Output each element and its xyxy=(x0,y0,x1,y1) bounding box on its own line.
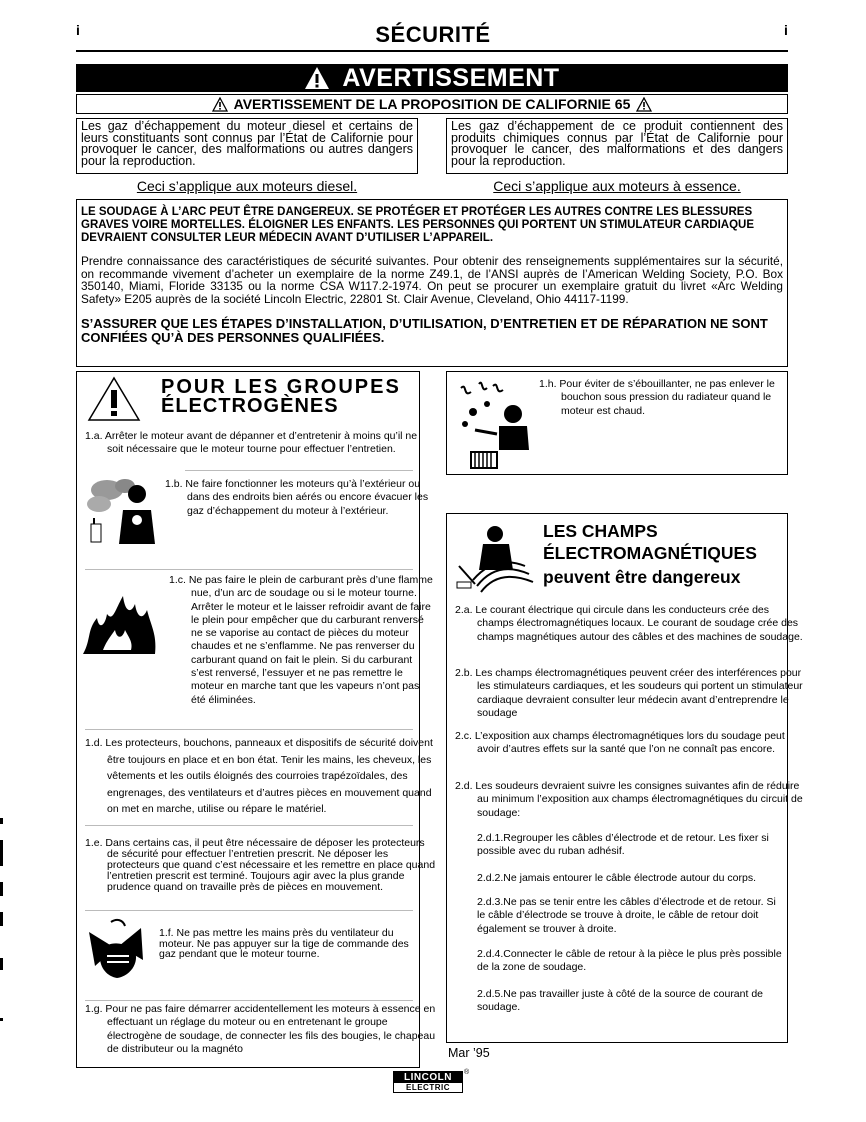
california-gasoline-text: Les gaz d’échappement de ce produit contiennent des produits chimiques connus par l’État de Californie pour provoquer le cancer, des malformations et des dangers pour la reproduction. xyxy=(451,119,783,168)
registered-mark: ® xyxy=(464,1069,470,1076)
page-title: SÉCURITÉ xyxy=(375,22,491,47)
margin-mark xyxy=(0,840,3,866)
item-1f: 1.f. Ne pas mettre les mains près du ventilateur du moteur. Ne pas appuyer sur la tige de commande des gaz pendant que le moteur tourne. xyxy=(159,927,409,960)
revision-date: Mar ’95 xyxy=(448,1046,490,1060)
item-2d2: 2.d.2.Ne jamais entourer le câble électrode autour du corps. xyxy=(477,872,756,884)
warning-banner xyxy=(76,64,788,92)
separator xyxy=(85,1000,413,1001)
warning-banner-text: AVERTISSEMENT xyxy=(342,63,560,92)
separator xyxy=(85,825,413,826)
danger-body-text: Prendre connaissance des caractéristiques de sécurité suivantes. Pour obtenir des renseignements supplémentaires sur la sécurité, on recommande vivement d’acheter un exemplaire de la norme Z49.1, de l’ANSI auprès de l’American Welding Society, P.O. Box 350140, Miami, Floride 33135 ou la norme CSA W117.2-1974. On peut se procurer un exemplaire gratuit du livret «Arc Welding Safety» E205 auprès de la société Lincoln Electric, 22801 St. Clair Avenue, Cleveland, Ohio 44117-1199. xyxy=(81,254,783,306)
diesel-applies-note: Ceci s’applique aux moteurs diesel. xyxy=(136,178,358,194)
emf-title-line1: LES CHAMPS xyxy=(543,521,658,541)
item-1a: 1.a. Arrêter le moteur avant de dépanner et d’entretenir à moins qu’il ne soit nécessaire que le moteur tourne pour effectuer l’entretien. xyxy=(85,430,418,456)
danger-caps-text: LE SOUDAGE À L’ARC PEUT ÊTRE DANGEREUX. SE PROTÉGER ET PROTÉGER LES AUTRES CONTRE LES BLESSURES GRAVES VOIRE MORTELLES. ÉLOIGNER LES ENFANTS. LES PERSONNES QUI PORTENT UN STIMULATEUR CARDIAQUE DEVRAIENT CONSULTER LEUR MÉDECIN AVANT D’UTILISER L’APPAREIL. xyxy=(81,206,755,244)
california-banner-text: AVERTISSEMENT DE LA PROPOSITION DE CALIFORNIE 65 xyxy=(233,96,631,112)
lincoln-electric-logo xyxy=(393,1071,463,1093)
page-mark-right: i xyxy=(784,22,788,38)
logo-top-text: LINCOLN xyxy=(394,1072,462,1083)
item-1b: 1.b. Ne faire fonctionner les moteurs qu’à l’extérieur ou dans des endroits bien aérés ou encore évacuer les gaz d’échappement du moteur à l’extérieur. xyxy=(165,478,429,517)
margin-mark xyxy=(0,912,3,926)
logo-bottom-text: ELECTRIC xyxy=(406,1083,450,1092)
emf-title-line3: peuvent être dangereux xyxy=(543,567,741,587)
generators-title-line2: ÉLECTROGÈNES xyxy=(161,395,339,417)
item-2d4: 2.d.4.Connecter le câble de retour à la pièce le plus près possible de la zone de soudage. xyxy=(477,948,782,974)
caution-triangle-icon xyxy=(87,376,141,422)
warning-triangle-icon xyxy=(304,66,330,90)
warning-triangle-icon xyxy=(636,97,652,112)
separator xyxy=(85,569,413,570)
item-2a: 2.a. Le courant électrique qui circule dans les conducteurs crée des champs électromagnétiques locaux. Le courant de soudage crée des champs magnétiques autour des câbles et des machines de soudage. xyxy=(455,604,803,643)
item-1g: 1.g. Pour ne pas faire démarrer accidentellement les moteurs à essence en effectuant un réglage du moteur ou en entretenant le groupe électrogène de soudage, de connecter les fils des bougies, le chapeau de distributeur ou la magnéto xyxy=(85,1003,436,1055)
california-diesel-box xyxy=(76,118,418,174)
header-rule xyxy=(76,50,788,52)
item-2d: 2.d. Les soudeurs devraient suivre les consignes suivantes afin de réduire au minimum l’exposition aux champs électromagnétiques du circuit de soudage: xyxy=(455,780,803,819)
separator xyxy=(85,729,413,730)
item-1e: 1.e. Dans certains cas, il peut être nécessaire de déposer les protecteurs de sécurité pour effectuer l’entretien prescrit. Ne déposer les protecteurs que quand c’est nécessaire et les remettre en place quand l’entretien prescrit est terminé. Toujours agir avec la plus grande prudence quand on travaille près de pièces en mouvement. xyxy=(85,837,436,893)
separator xyxy=(85,910,413,911)
margin-mark xyxy=(0,1018,3,1021)
item-2b: 2.b. Les champs électromagnétiques peuvent créer des interférences pour les stimulateurs cardiaques, et les soudeurs qui portent un stimulateur cardiaque devraient consulter leur médecin avant d’entreprendre le soudage xyxy=(455,667,803,719)
warning-triangle-icon xyxy=(212,97,228,112)
hand-fan-hazard-icon xyxy=(81,916,155,982)
page-mark-left: i xyxy=(76,22,80,38)
item-2c: 2.c. L’exposition aux champs électromagnétiques lors du soudage peut avoir d’autres effets sur la santé que l’on ne connaît pas encore. xyxy=(455,730,785,756)
item-1d: 1.d. Les protecteurs, bouchons, panneaux et dispositifs de sécurité doivent être toujours en place et en bon état. Tenir les mains, les cheveux, les vêtements et les outils éloignés des courroies trapézoïdales, des engrenages, des ventilateurs et d’autres pièces en mouvement quand on met en marche, utilise ou répare le matériel. xyxy=(85,737,433,815)
california-diesel-text: Les gaz d’échappement du moteur diesel et certains de leurs constituants sont connus par l’État de Californie pour provoquer le cancer, des malformations ou autres dangers pour la reproduction. xyxy=(81,119,413,168)
fire-flame-icon xyxy=(81,590,161,656)
exhaust-fumes-icon xyxy=(85,476,165,552)
margin-mark xyxy=(0,958,3,970)
item-2d3: 2.d.3.Ne pas se tenir entre les câbles d’électrode et de retour. Si le câble d’électrode se trouve à droite, le câble de retour doit également se trouver à droite. xyxy=(477,896,776,935)
welder-emf-icon xyxy=(455,520,535,596)
gasoline-applies-note: Ceci s’applique aux moteurs à essence. xyxy=(493,178,741,194)
item-1c: 1.c. Ne pas faire le plein de carburant près d’une flamme nue, d’un arc de soudage ou si le moteur tourne. Arrêter le moteur et le laisser refroidir avant de faire le plein pour empêcher que du carburant renversé ne se vaporise au contact de pièces du moteur chaudes et ne s’enflamme. Ne pas renverser du carburant quand on fait le plein. Si du carburant s’est renversé, l’essuyer et ne pas remettre le moteur en marche tant que les vapeurs n’ont pas été éliminées. xyxy=(169,574,433,706)
item-2d1: 2.d.1.Regrouper les câbles d’électrode et de retour. Les fixer si possible avec du ruban adhésif. xyxy=(477,832,769,858)
radiator-scald-section xyxy=(446,371,788,475)
generators-title-line1: POUR LES GROUPES xyxy=(161,376,401,398)
margin-mark xyxy=(0,818,3,824)
danger-final-text: S’ASSURER QUE LES ÉTAPES D’INSTALLATION, D’UTILISATION, D’ENTRETIEN ET DE RÉPARATION NE SONT CONFIÉES QU’À DES PERSONNES QUALIFIÉES. xyxy=(81,316,768,345)
danger-notice xyxy=(76,199,788,367)
item-2d5: 2.d.5.Ne pas travailler juste à côté de la source de courant de soudage. xyxy=(477,988,764,1014)
item-1h: 1.h. Pour éviter de s’ébouillanter, ne pas enlever le bouchon sous pression du radiateur quand le moteur est chaud. xyxy=(539,378,775,417)
radiator-steam-icon xyxy=(453,378,533,472)
california-gasoline-box xyxy=(446,118,788,174)
separator xyxy=(185,470,413,471)
generators-section xyxy=(76,371,436,1068)
california-banner xyxy=(76,94,788,114)
margin-mark xyxy=(0,882,3,896)
emf-title-line2: ÉLECTROMAGNÉTIQUES xyxy=(543,543,757,563)
emf-section xyxy=(446,513,803,1043)
